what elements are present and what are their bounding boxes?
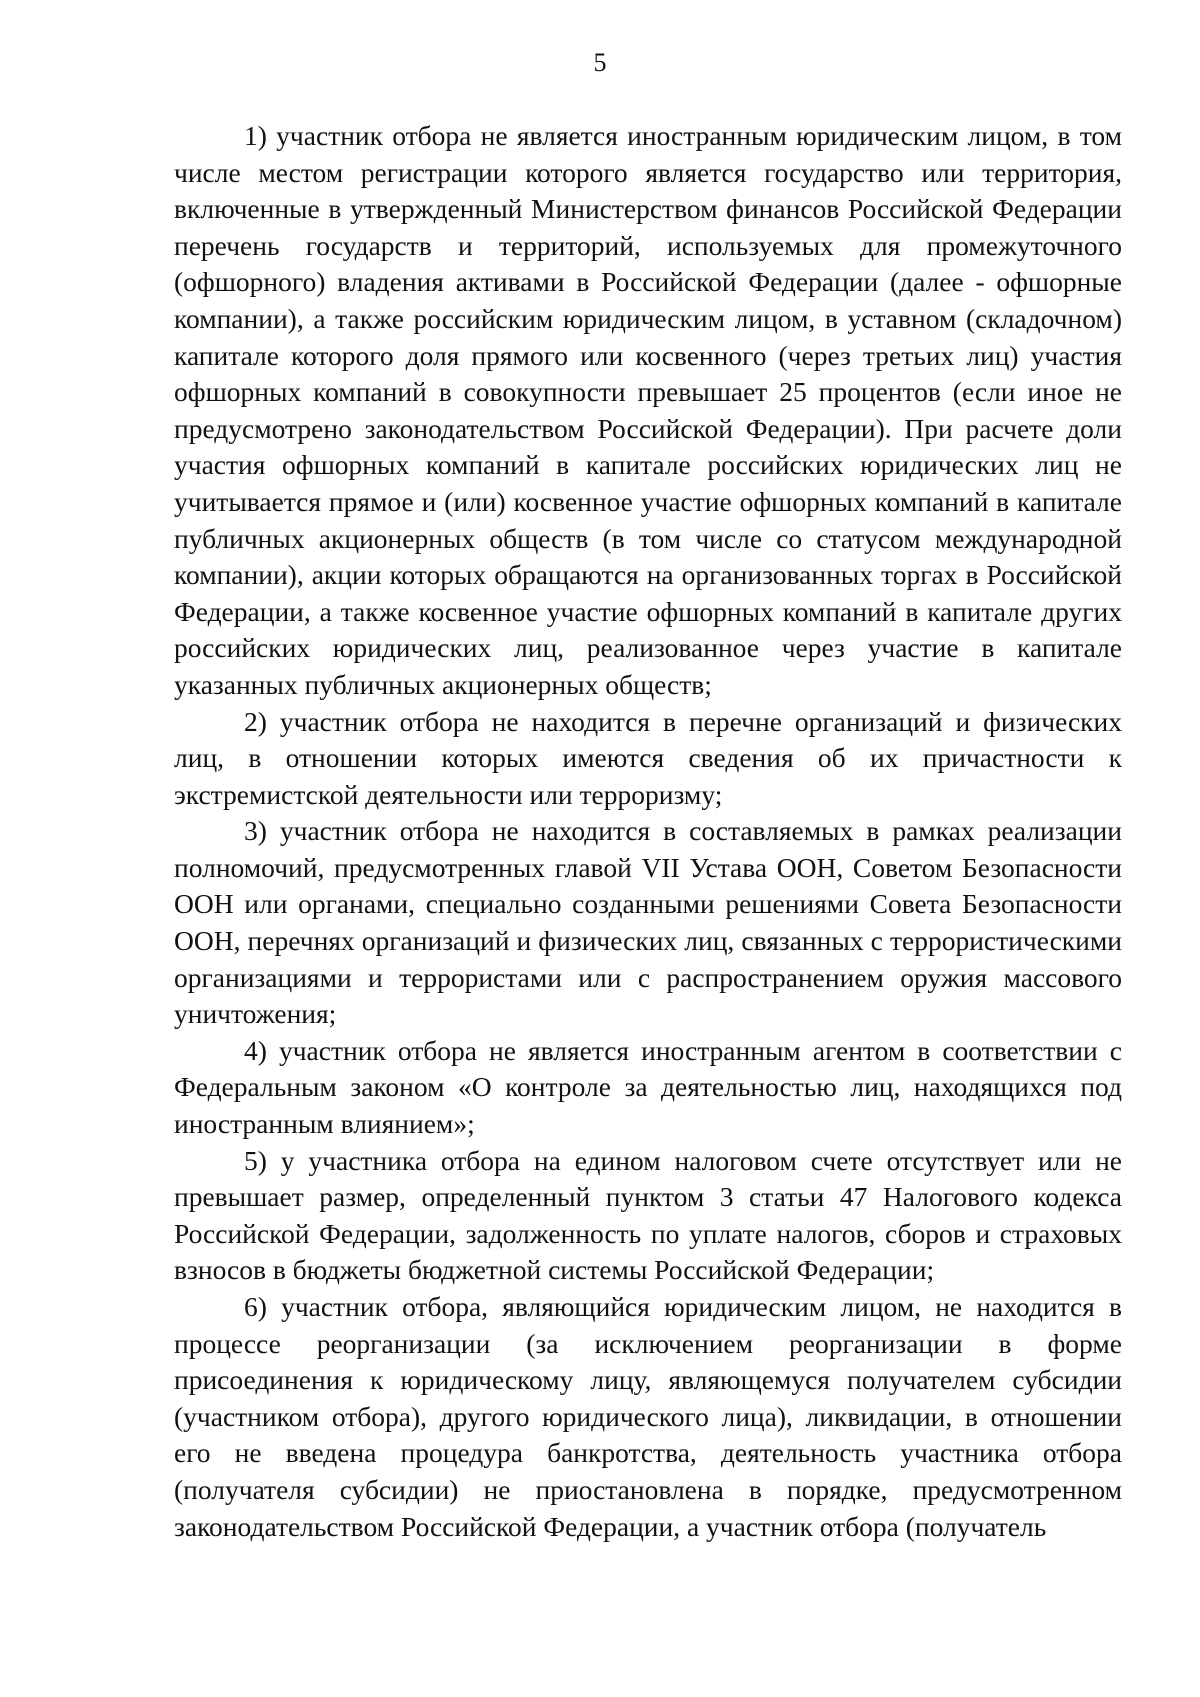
paragraph-item-2: 2) участник отбора не находится в перечне организаций и физических лиц, в отношении которых имеются сведения об их причастности к экстремистской деятельности или терроризму; — [174, 705, 1122, 810]
document-body — [174, 118, 1122, 1545]
paragraph-item-5: 5) у участника отбора на едином налоговом счете отсутствует или не превышает размер, определенный пунктом 3 статьи 47 Налогового кодекса Российской Федерации, задолженность по уплате налогов, сборов и страховых взносов в бюджеты бюджетной системы Российской Федерации; — [174, 1144, 1122, 1286]
paragraph-item-1: 1) участник отбора не является иностранным юридическим лицом, в том числе местом регистрации которого является государство или территория, включенные в утвержденный Министерством финансов Российской Федерации перечень государств и территорий, используемых для промежуточного (офшорного) владения активами в Российской Федерации (далее - офшорные компании), а также российским юридическим лицом, в уставном (складочном) капитале которого доля прямого или косвенного (через третьих лиц) участия офшорных компаний в совокупности превышает 25 процентов (если иное не предусмотрено законодательством Российской Федерации). При расчете доли участия офшорных компаний в капитале российских юридических лиц не учитывается прямое и (или) косвенное участие офшорных компаний в капитале публичных акционерных обществ (в том числе со статусом международной компании), акции которых обращаются на организованных торгах в Российской Федерации, а также косвенное участие офшорных компаний в капитале других российских юридических лиц, реализованное через участие в капитале указанных публичных акционерных обществ; — [174, 120, 1122, 700]
page-number: 5 — [593, 48, 607, 77]
paragraph-item-4: 4) участник отбора не является иностранным агентом в соответствии с Федеральным законом «О контроле за деятельностью лиц, находящихся под иностранным влиянием»; — [174, 1034, 1122, 1140]
paragraph-item-3: 3) участник отбора не находится в составляемых в рамках реализации полномочий, предусмотренных главой VII Устава ООН, Советом Безопасности ООН или органами, специально созданными решениями Совета Безопасности ООН, перечнях организаций и физических лиц, связанных с террористическими организациями и террористами или с распространением оружия массового уничтожения; — [174, 815, 1122, 1030]
paragraph-item-6: 6) участник отбора, являющийся юридическим лицом, не находится в процессе реорганизации (за исключением реорганизации в форме присоединения к юридическому лицу, являющемуся получателем субсидии (участником отбора), другого юридического лица), ликвидации, в отношении его не введена процедура банкротства, деятельность участника отбора (получателя субсидии) не приостановлена в порядке, предусмотренном законодательством Российской Федерации, а участник отбора (получатель — [174, 1291, 1122, 1542]
